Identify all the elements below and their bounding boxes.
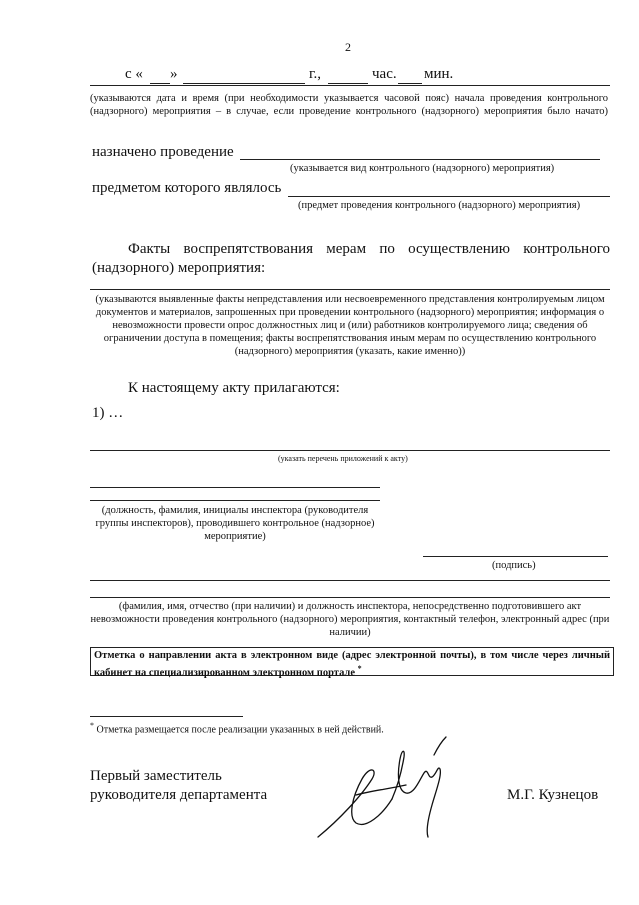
electronic-box-mark: * xyxy=(357,664,362,673)
attachments-hint: (указать перечень приложений к акту) xyxy=(278,454,408,463)
page-number: 2 xyxy=(345,40,351,54)
signatory-name: М.Г. Кузнецов xyxy=(507,787,599,803)
electronic-box-text: Отметка о направлении акта в электронном виде (адрес электронной почты), в том числе через личный кабинет на специализированном электронном портале * xyxy=(94,650,610,679)
assigned-label: назначено проведение xyxy=(92,144,234,160)
attachment-item-1: 1) … xyxy=(92,405,124,421)
date-year-label: г., xyxy=(309,66,321,82)
facts-heading-line2: (надзорного) мероприятия: xyxy=(92,260,266,276)
date-prefix: с « xyxy=(125,66,143,82)
assigned-hint: (указывается вид контрольного (надзорного) мероприятия) xyxy=(290,163,555,174)
signature-hint: (подпись) xyxy=(492,560,536,571)
subject-hint: (предмет проведения контрольного (надзорного) мероприятия) xyxy=(298,200,581,211)
handwritten-signature xyxy=(310,735,460,845)
preparer-note: (фамилия, имя, отчество (при наличии) и должность инспектора, непосредственно подготовившего акт невозможности проведения контрольного (надзорного) мероприятия, контактный телефон, электронный адрес (при наличии) xyxy=(90,601,610,638)
subject-label: предметом которого являлось xyxy=(92,180,282,196)
signatory-position-line2: руководителя департамента xyxy=(90,787,268,803)
attachments-heading: К настоящему акту прилагаются: xyxy=(128,380,340,396)
electronic-box xyxy=(90,647,614,679)
date-note: (указываются дата и время (при необходимости указывается часовой пояс) начала проведения контрольного (надзорного) мероприятия – в случае, если проведение контрольного (надзорного) мероприятия было начато) xyxy=(90,93,608,117)
date-quote-close: » xyxy=(170,66,178,82)
footnote-mark: * xyxy=(90,721,94,730)
date-hour-label: час. xyxy=(372,66,397,82)
inspector-note: (должность, фамилия, инициалы инспектора (руководителя группы инспекторов), проводившего контрольное (надзорное) мероприятие) xyxy=(95,505,375,542)
facts-heading-line1: Факты воспрепятствования мерам по осуществлению контрольного xyxy=(128,241,610,257)
date-min-label: мин. xyxy=(424,66,454,82)
signatory-position-line1: Первый заместитель xyxy=(90,768,222,784)
footnote xyxy=(90,721,384,735)
footnote-text: Отметка размещается после реализации указанных в ней действий. xyxy=(96,724,384,736)
facts-note: (указываются выявленные факты непредставления или несвоевременного представления контролируемым лицом документов и материалов, запрошенных при проведении контрольного (надзорного) мероприятия; информация о невозможности провести опрос должностных лиц и (или) работников контролируемого лица; сведения об ограничении доступа в помещения; факты воспрепятствования иным мерам по осуществлению контрольного (надзорного) мероприятия (указать, какие именно)) xyxy=(95,294,605,357)
